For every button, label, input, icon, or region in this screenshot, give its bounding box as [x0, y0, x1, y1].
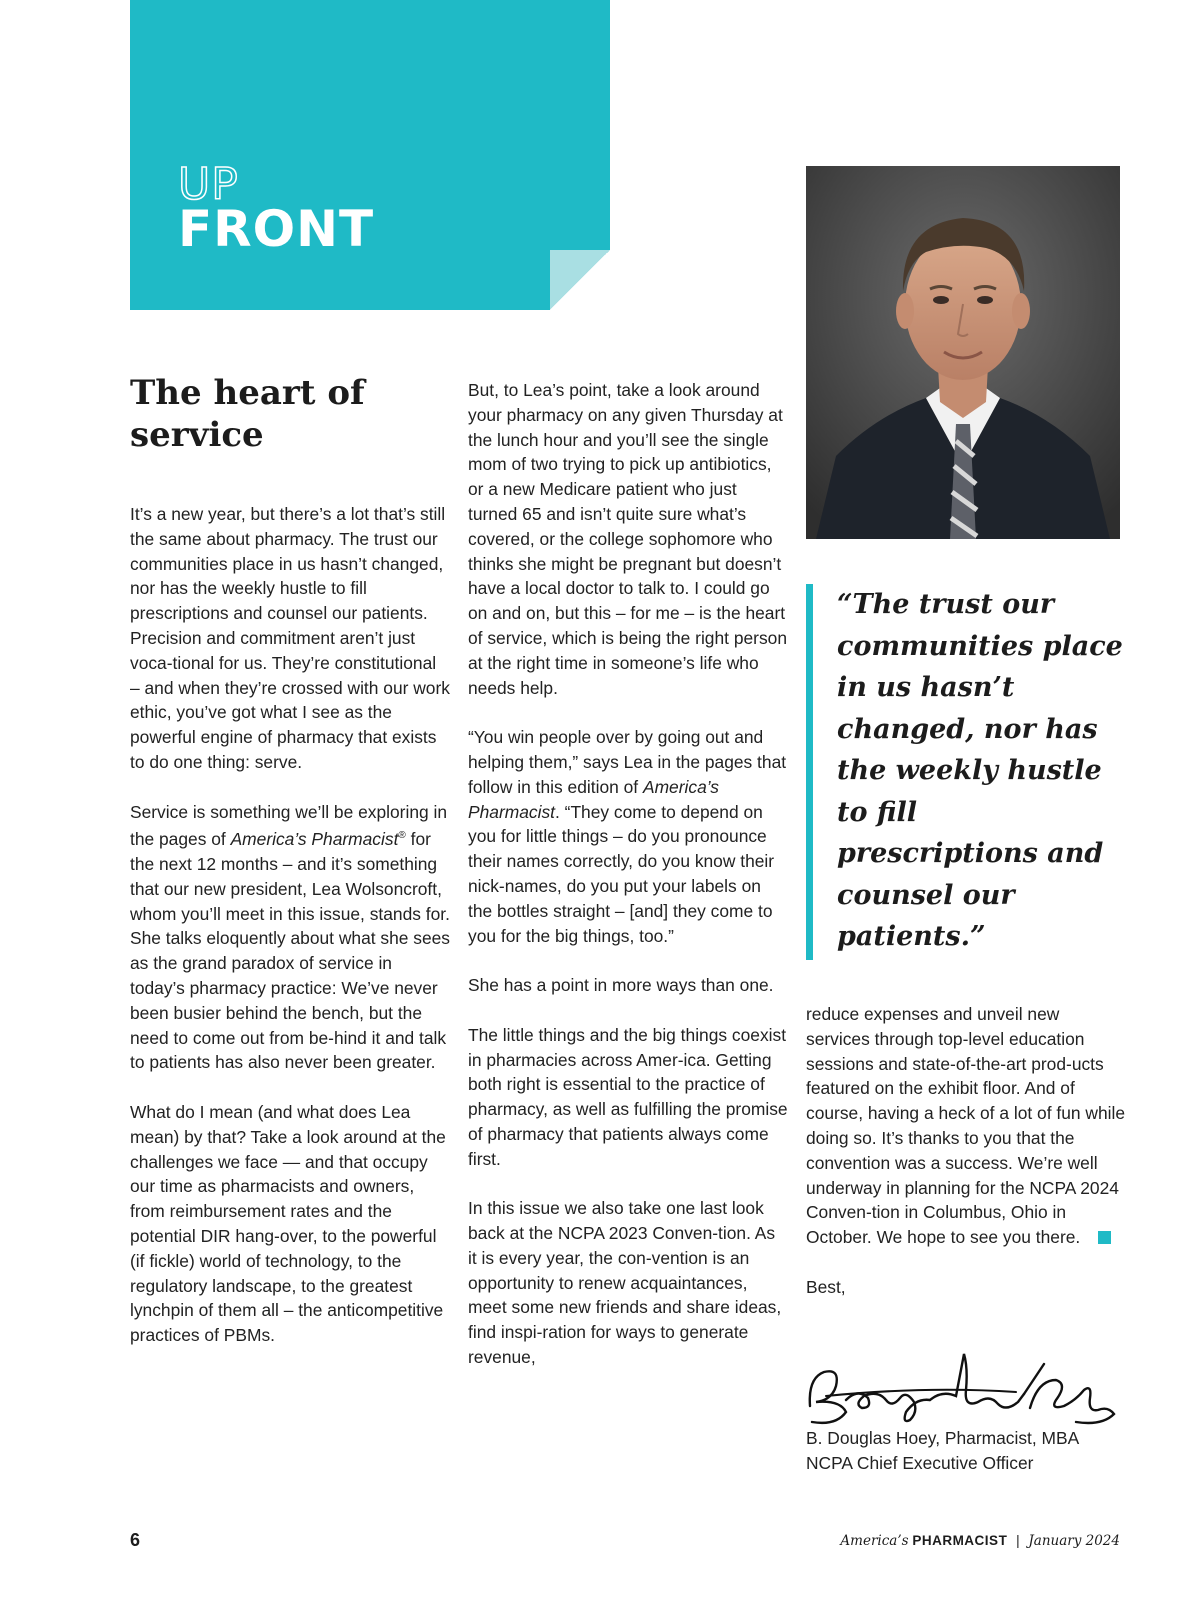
- portrait-image: [806, 166, 1120, 539]
- paragraph-text: reduce expenses and unveil new services through top-level education sessions and state-of-the-art prod-ucts featured on the exhibit floor. And of course, having a heck of a lot of fun while doing so. It’s thanks to you that the convention was a success. We’re well underway in planning for the NCPA 2024 Conven-tion in Columbus, Ohio in October. We hope to see you there.: [806, 1004, 1126, 1248]
- banner-up-text: UP: [178, 159, 239, 210]
- paragraph-text: Service is something we’ll be exploring in the pages of: [130, 801, 448, 850]
- article-column-1: [130, 502, 450, 1373]
- issue-date: January 2024: [1028, 1533, 1120, 1549]
- paragraph: [130, 800, 450, 1076]
- page-number: 6: [130, 1530, 141, 1550]
- magazine-prefix: America’s: [840, 1533, 909, 1549]
- page-fold-corner: [550, 250, 610, 310]
- teal-square-icon: [1098, 1231, 1111, 1244]
- author-portrait: [806, 166, 1120, 539]
- closing-text: Best,: [806, 1276, 846, 1297]
- up-front-banner: [130, 0, 610, 310]
- registered-mark: ®: [398, 830, 406, 842]
- footer-separator: |: [1016, 1533, 1020, 1548]
- paragraph: [806, 1002, 1126, 1250]
- paragraph-text: “You win people over by going out and helping them,” says Lea in the pages that follow in this edition of: [468, 727, 787, 797]
- paragraph: In this issue we also take one last look back at the NCPA 2023 Conven-tion. As it is every year, the con-vention is an opportunity to renew acquaintances, meet some new friends and share ideas, find inspi-ration for ways to generate revenue,: [468, 1198, 782, 1368]
- signer-name: B. Douglas Hoey, Pharmacist, MBA: [806, 1428, 1080, 1448]
- running-footer: [840, 1533, 1120, 1549]
- banner-front-text: FRONT: [178, 200, 375, 258]
- paragraph: [468, 725, 788, 948]
- magazine-title: America’s Pharmacist: [230, 829, 399, 850]
- article-column-2: [468, 378, 788, 1395]
- paragraph-text: for the next 12 months – and it’s something that our new president, Lea Wolsoncroft, whom you’ll meet in this issue, stands for. She talks eloquently about what she sees as the grand paradox of service in today’s pharmacy practice: We’ve never been busier behind the bench, but the need to come out from be-hind it and talk to patients has also never been greater.: [130, 829, 451, 1073]
- magazine-name: PHARMACIST: [912, 1533, 1008, 1548]
- article-column-3: [806, 1002, 1126, 1300]
- paragraph: She has a point in more ways than one.: [468, 975, 774, 996]
- magazine-title: America’s Pharmacist: [468, 776, 719, 822]
- paragraph: But, to Lea’s point, take a look around your pharmacy on any given Thursday at the lunch hour and you’ll see the single mom of two trying to pick up antibiotics, or a new Medicare patient who just turned 65 and isn’t quite sure what’s covered, or the college sophomore who thinks she might be pregnant but doesn’t have a local doctor to talk to. I could go on and on, but this – for me – is the heart of service, which is being the right person at the right time in someone’s life who needs help.: [468, 380, 787, 698]
- paragraph: What do I mean (and what does Lea mean) by that? Take a look around at the challenges we face — and that occupy our time as pharmacists and owners, from reimbursement rates and the potential DIR hang-over, to the powerful (if fickle) world of technology, to the regulatory landscape, to the greatest lynchpin of them all – the anticompetitive practices of PBMs.: [130, 1101, 446, 1346]
- paragraph: It’s a new year, but there’s a lot that’s still the same about pharmacy. The trust our communities place in us hasn’t changed, nor has the weekly hustle to fill prescriptions and counsel our patients. Precision and commitment aren’t just voca-tional for us. They’re constitutional – and when they’re crossed with our work ethic, you’ve got what I see as the powerful engine of pharmacy that exists to do one thing: serve.: [130, 504, 450, 772]
- article-headline: The heart of service: [130, 373, 365, 455]
- signature-drawing: [806, 1350, 1122, 1430]
- signer-title: NCPA Chief Executive Officer: [806, 1452, 1034, 1473]
- pull-quote-text: “The trust our communities place in us hasn’t changed, nor has the weekly hustle to fill prescriptions and counsel our patients.”: [837, 589, 1123, 952]
- paragraph: The little things and the big things coexist in pharmacies across Amer-ica. Getting both right is essential to the practice of pharmacy, as well as fulfilling the promise of pharmacy that patients always come first.: [468, 1024, 788, 1169]
- paragraph-text: . “They come to depend on you for little things – do you pronounce their names correctly, do you know their nick-names, do you put your labels on the bottles straight – [and] they come to you for the big things, too.”: [468, 801, 775, 946]
- signer-block: [806, 1426, 1136, 1476]
- pull-quote: [806, 584, 1133, 960]
- handwritten-signature: [806, 1350, 1122, 1430]
